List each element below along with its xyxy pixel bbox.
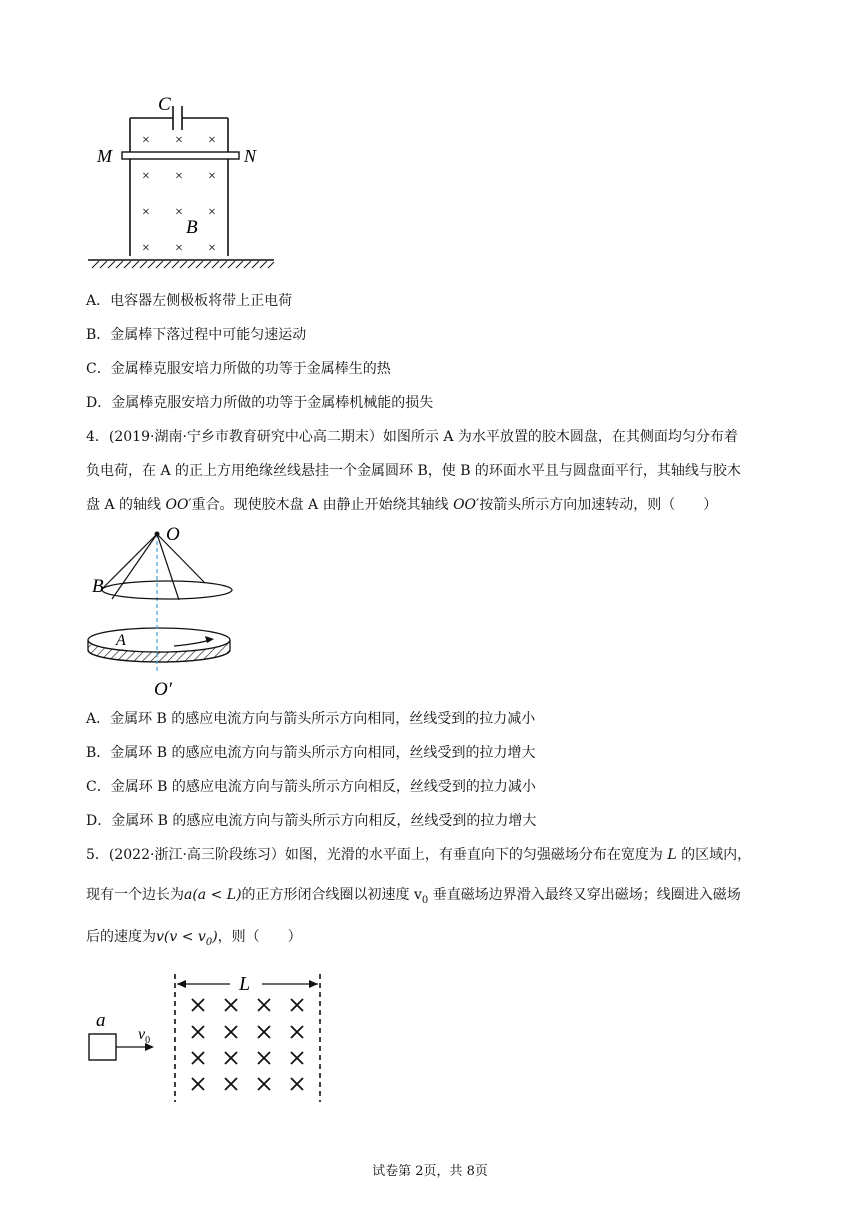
label-o: O — [166, 524, 180, 545]
q5-stem-text: 现有一个边长为 — [86, 887, 184, 903]
label-o-prime: O′ — [154, 679, 172, 700]
cross-mark: × — [175, 169, 183, 184]
width-arrow-head-left — [177, 980, 186, 988]
cross-mark: × — [175, 241, 183, 256]
label-c: C — [158, 94, 171, 115]
q5-stem-text: 垂直磁场边界滑入最终又穿出磁场；线圈进入磁场 — [428, 887, 741, 903]
label-v-sub: 0 — [145, 1035, 151, 1046]
label-b-field: B — [186, 217, 198, 238]
q3-option-b: B．金属棒下落过程中可能匀速运动 — [86, 327, 307, 343]
ring-b — [102, 581, 232, 599]
q5-stem-line3 — [86, 928, 302, 952]
math-expr: a(a < L) — [184, 887, 242, 903]
subscript: 0 — [205, 936, 213, 948]
label-a-side: a — [96, 1010, 106, 1031]
disk-ring-figure — [86, 522, 246, 702]
q4-option-a: A．金属环 B 的感应电流方向与箭头所示方向相同，丝线受到的拉力减小 — [86, 711, 536, 727]
subscript: 0 — [421, 894, 429, 906]
cross-mark: × — [208, 241, 216, 256]
cross-mark: × — [175, 205, 183, 220]
q4-stem-line2: 负电荷，在 A 的正上方用绝缘丝线悬挂一个金属圆环 B，使 B 的环面水平且与圆盘面平行，其轴线与胶木 — [86, 463, 741, 479]
label-l: L — [239, 973, 251, 995]
axis-label: OO′ — [453, 497, 480, 513]
q4-stem-line3 — [86, 496, 717, 514]
cross-mark: × — [142, 241, 150, 256]
math-expr: v(v < v — [156, 929, 206, 945]
width-arrow-head-right — [309, 980, 318, 988]
q4-option-d: D．金属环 B 的感应电流方向与箭头所示方向相反，丝线受到的拉力增大 — [86, 813, 537, 829]
q3-option-d: D．金属棒克服安培力所做的功等于金属棒机械能的损失 — [86, 395, 434, 411]
cross-mark: × — [208, 169, 216, 184]
suspension-point — [155, 532, 160, 537]
q4-stem-text: 盘 A 的轴线 — [86, 497, 166, 513]
coil-field-figure — [84, 968, 334, 1108]
q4-stem-text: 重合。现使胶木盘 A 由静止开始绕其轴线 — [191, 497, 454, 513]
cross-mark: × — [208, 205, 216, 220]
suspension-threads — [103, 534, 204, 600]
label-b-ring: B — [92, 576, 104, 597]
q5-stem-text: 后的速度为 — [86, 929, 156, 945]
page-footer: 试卷第 2页，共 8页 — [372, 1164, 488, 1179]
q4-option-c: C．金属环 B 的感应电流方向与箭头所示方向相反，丝线受到的拉力减小 — [86, 779, 536, 795]
label-a-disk: A — [116, 632, 126, 649]
q5-stem-text: ，则（ ） — [217, 929, 302, 945]
q5-stem-text: 的区域内， — [676, 847, 752, 863]
label-v: v — [138, 1026, 146, 1043]
cross-mark: × — [142, 205, 150, 220]
label-m: M — [97, 146, 112, 166]
square-coil — [89, 1034, 116, 1060]
q4-stem-text: 按箭头所示方向加速转动，则（ ） — [479, 497, 718, 513]
capacitor-rail-figure — [86, 88, 316, 278]
q5-stem-line1 — [86, 846, 751, 864]
q5-stem-text: 5．(2022·浙江·高三阶段练习）如图，光滑的水平面上，有垂直向下的匀强磁场分布在宽度为 — [86, 847, 668, 863]
label-n: N — [244, 146, 257, 166]
q3-option-c: C．金属棒克服安培力所做的功等于金属棒生的热 — [86, 361, 391, 377]
cross-mark: × — [175, 133, 183, 148]
cross-mark: × — [142, 169, 150, 184]
q4-option-b: B．金属环 B 的感应电流方向与箭头所示方向相同，丝线受到的拉力增大 — [86, 745, 536, 761]
ground-hatching — [92, 261, 274, 268]
q3-option-a: A．电容器左侧极板将带上正电荷 — [86, 293, 293, 309]
q5-stem-line2 — [86, 886, 741, 910]
cross-mark: × — [142, 133, 150, 148]
width-label: L — [667, 847, 677, 863]
metal-rod-mn — [122, 152, 239, 159]
axis-label: OO′ — [165, 497, 192, 513]
label-v0 — [138, 1026, 150, 1046]
q4-stem-line1: 4．(2019·湖南·宁乡市教育研究中心高二期末）如图所示 A 为水平放置的胶木圆盘，在其侧面均匀分布着 — [86, 429, 738, 445]
math-expr: ) — [212, 929, 218, 945]
cross-mark: × — [208, 133, 216, 148]
field-crosses-grid — [192, 999, 303, 1090]
q5-stem-text: 的正方形闭合线圈以初速度 v — [241, 887, 422, 903]
